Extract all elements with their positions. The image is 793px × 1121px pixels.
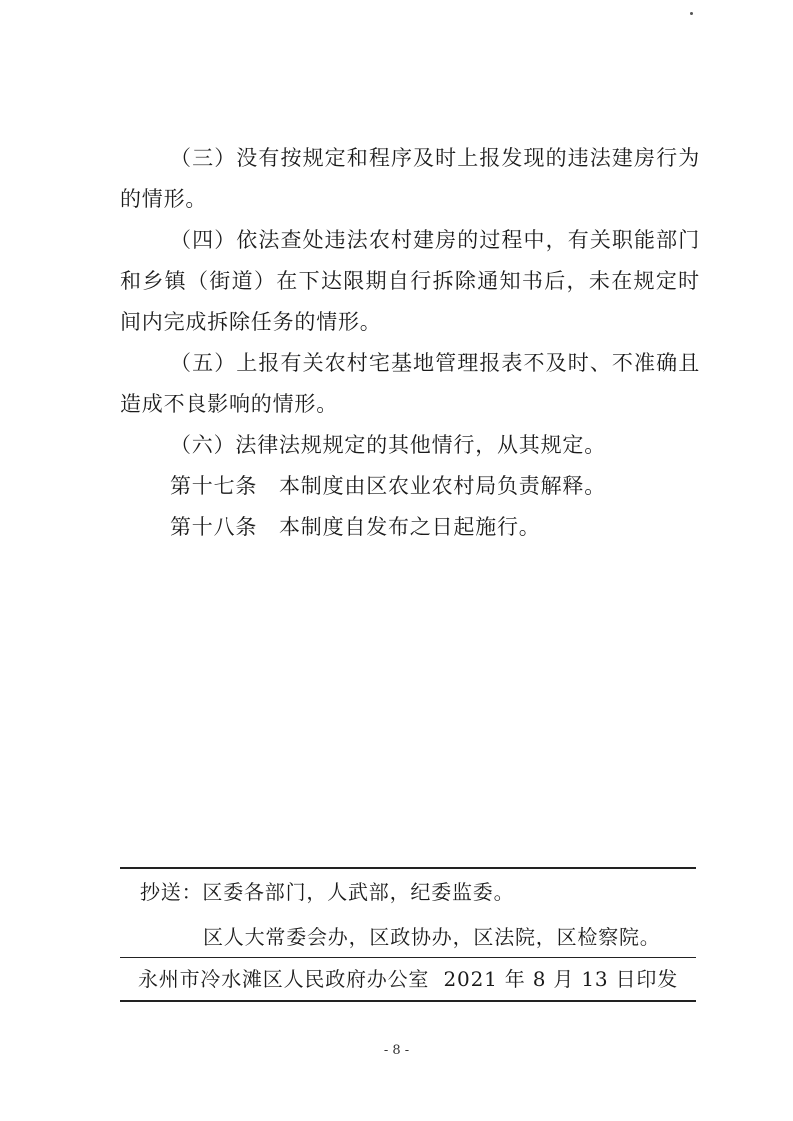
issuer-row — [120, 958, 696, 1000]
scan-speck — [690, 12, 693, 15]
paragraph-item-6: （六）法律法规规定的其他情行，从其规定。 — [170, 433, 606, 457]
document-body — [120, 138, 700, 548]
page-number: - 8 - — [383, 1043, 410, 1058]
paragraph-item-3: （三）没有按规定和程序及时上报发现的违法建房行为的情形。 — [120, 146, 700, 211]
distribution-footer — [120, 867, 696, 1002]
paragraph-item-5: （五）上报有关农村宅基地管理报表不及时、不准确且造成不良影响的情形。 — [120, 351, 700, 416]
article-17: 第十七条 本制度由区农业农村局负责解释。 — [170, 474, 606, 498]
cc-line-1: 抄送：区委各部门，人武部，纪委监委。 — [140, 880, 515, 904]
issue-date: 2021 年 8 月 13 日印发 — [443, 967, 678, 991]
issuer-name: 永州市冷水滩区人民政府办公室 — [138, 967, 430, 991]
cc-line-2: 区人大常委会办，区政协办，区法院，区检察院。 — [203, 925, 661, 949]
footer-bottom-rule — [120, 1000, 696, 1002]
article-18: 第十八条 本制度自发布之日起施行。 — [170, 515, 541, 539]
paragraph-item-4: （四）依法查处违法农村建房的过程中，有关职能部门和乡镇（街道）在下达限期自行拆除通知书后，未在规定时间内完成拆除任务的情形。 — [120, 228, 700, 334]
